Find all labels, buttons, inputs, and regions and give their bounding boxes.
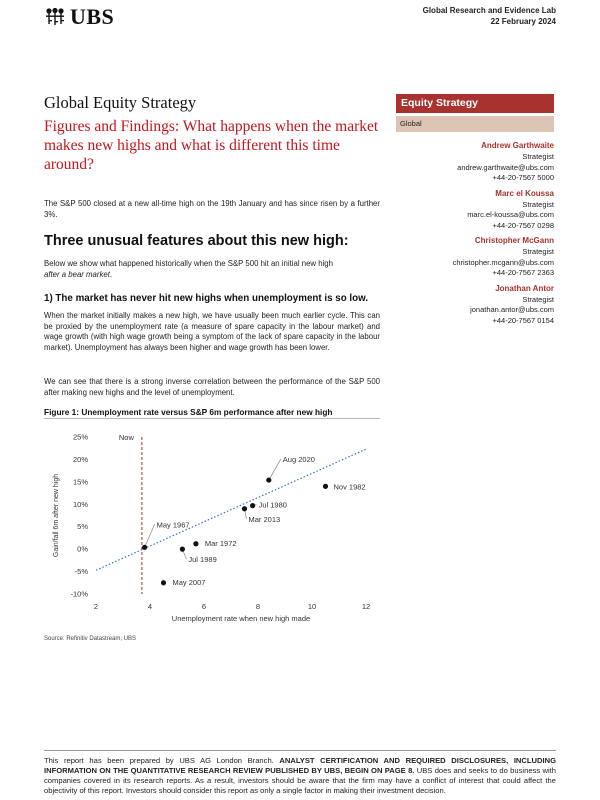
- y-tick-label: 5%: [77, 522, 88, 532]
- analyst-email[interactable]: andrew.garthwaite@ubs.com: [457, 162, 554, 172]
- figure-source: Source: Refinitiv Datastream, UBS: [44, 636, 137, 642]
- below-italic: after a bear market: [44, 269, 110, 279]
- data-point: [242, 506, 247, 511]
- point-label: May 1967: [156, 520, 190, 530]
- analyst-card: [396, 283, 554, 327]
- y-tick-label: 25%: [72, 432, 88, 442]
- point1-paragraph: When the market initially makes a new high, we have usually been much earlier cycle. This can be proxied by the unemployment rate (a measure of spare capacity in the labour market) and wage growth (with high wage growth being a symptom of the lack of spare capacity in the labour market). Unemployment has always been higher and wage growth has been lower.: [44, 311, 380, 352]
- report-header-info: [423, 5, 556, 27]
- y-tick-label: -5%: [74, 567, 88, 577]
- data-point: [142, 545, 147, 550]
- analyst-card: [396, 140, 554, 184]
- point-label: Jul 1980: [258, 500, 287, 510]
- section-heading: Three unusual features about this new high:: [44, 233, 349, 249]
- analyst-phone: +44-20-7567 5000: [492, 173, 554, 182]
- below-paragraph: [44, 259, 380, 280]
- analyst-phone: +44-20-7567 2363: [492, 268, 554, 277]
- analyst-card: [396, 235, 554, 279]
- analyst-role: Strategist: [522, 199, 554, 209]
- point1-paragraph-2: We can see that there is a strong inverse correlation between the performance of the S&P 500 after making new highs and the level of unemployment.: [44, 377, 380, 397]
- x-tick-label: 6: [201, 602, 207, 611]
- x-tick-label: 8: [255, 602, 261, 611]
- analyst-phone: +44-20-7567 0298: [492, 220, 554, 230]
- intro-paragraph: The S&P 500 closed at a new all-time high on the 19th January and has since risen by a further 3%.: [44, 199, 380, 219]
- scatter-chart: [44, 422, 384, 634]
- point1-heading: 1) The market has never hit new highs when unemployment is so low.: [44, 293, 369, 304]
- data-point: [323, 484, 328, 489]
- analyst-card: [396, 188, 554, 232]
- point-leader-line: [145, 524, 155, 547]
- data-point: [193, 541, 198, 546]
- x-tick-label: 2: [93, 602, 99, 611]
- ubs-logo: [44, 4, 114, 30]
- y-tick-label: -10%: [70, 589, 88, 599]
- point-label: May 2007: [172, 577, 206, 587]
- report-title: Global Equity Strategy: [44, 93, 197, 112]
- point-label: Jul 1989: [188, 555, 217, 565]
- y-tick-label: 0%: [77, 544, 88, 554]
- analyst-email[interactable]: marc.el-koussa@ubs.com: [467, 210, 554, 219]
- analyst-list: [396, 140, 554, 330]
- point-label: Mar 1972: [204, 538, 237, 548]
- x-axis-label: Unemployment rate when new high made: [171, 614, 311, 623]
- y-axis-label: Gain/fall 6m after new high: [53, 473, 60, 558]
- report-subtitle: Figures and Findings: What happens when the market makes new highs and what is different this time around?: [44, 118, 379, 173]
- header-date: 22 February 2024: [490, 17, 556, 26]
- analyst-name: Christopher McGann: [474, 236, 554, 245]
- analyst-name: Marc el Koussa: [495, 188, 554, 198]
- disclaimer-footer: [44, 756, 556, 796]
- trendline: [96, 449, 366, 570]
- sidebar-category: Equity Strategy: [396, 94, 554, 113]
- x-tick-label: 4: [147, 602, 153, 611]
- below-end: .: [109, 269, 113, 279]
- point-label: Nov 1982: [333, 482, 366, 492]
- analyst-phone: +44-20-7567 0154: [492, 315, 554, 325]
- y-tick-label: 20%: [72, 454, 88, 464]
- figure-rule: [44, 418, 380, 419]
- analyst-email[interactable]: jonathan.antor@ubs.com: [470, 305, 554, 314]
- y-tick-label: 15%: [72, 477, 88, 487]
- point-label: Aug 2020: [282, 455, 315, 465]
- analyst-role: Strategist: [522, 152, 554, 161]
- x-tick-label: 10: [307, 602, 317, 611]
- analyst-email[interactable]: christopher.mcgann@ubs.com: [452, 257, 554, 267]
- disclaimer-part2: UBS does and seeks to do business with companies covered in its research reports. As a result, investors should be aware that the firm may have a conflict of interest that could affect the objectivity of this report. Investors should consider this report as only a single factor in making their investment decision.: [44, 766, 556, 795]
- data-point: [180, 547, 185, 552]
- data-point: [161, 580, 166, 585]
- disclaimer-part1: This report has been prepared by UBS AG London Branch.: [44, 756, 280, 765]
- footer-rule: [44, 750, 556, 751]
- ubs-keys-icon: [44, 7, 66, 27]
- sidebar-region: Global: [396, 116, 554, 132]
- data-point: [250, 503, 255, 508]
- point-leader-line: [269, 459, 281, 480]
- analyst-name: Jonathan Antor: [495, 283, 554, 293]
- y-tick-label: 10%: [72, 499, 88, 509]
- figure-title: Figure 1: Unemployment rate versus S&P 6m performance after new high: [44, 407, 333, 417]
- data-point: [266, 477, 271, 482]
- point-label: Mar 2013: [248, 514, 281, 524]
- analyst-name: Andrew Garthwaite: [481, 141, 554, 150]
- logo-text: UBS: [70, 4, 115, 29]
- x-tick-label: 12: [361, 602, 371, 611]
- disclaimer-bold: ANALYST CERTIFICATION AND REQUIRED DISCLOSURES, INCLUDING INFORMATION ON THE QUANTITATIVE RESEARCH REVIEW PUBLISHED BY UBS, BEGIN ON PAGE 8.: [44, 756, 557, 775]
- now-label: Now: [118, 433, 134, 442]
- analyst-role: Strategist: [522, 294, 554, 304]
- analyst-role: Strategist: [522, 247, 554, 256]
- header-division: Global Research and Evidence Lab: [422, 6, 556, 15]
- below-text: Below we show what happened historically when the S&P 500 hit an initial new high: [44, 259, 333, 268]
